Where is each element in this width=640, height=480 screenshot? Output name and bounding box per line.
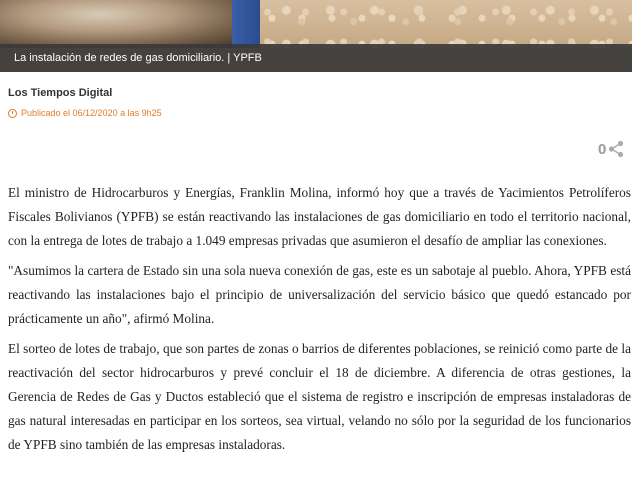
- hero-photo-blue-cloth: [232, 0, 260, 48]
- share-count: 0: [598, 140, 607, 158]
- publish-date: [8, 108, 162, 118]
- share-widget[interactable]: [598, 140, 624, 158]
- hero-image[interactable]: [0, 0, 632, 72]
- hero-photo-rubble: [260, 0, 632, 48]
- publish-date-text: Publicado el 06/12/2020 a las 9h25: [21, 108, 162, 118]
- article-paragraph: El ministro de Hidrocarburos y Energías, Franklin Molina, informó hoy que a través de Yacimientos Petrolíferos Fiscales Bolivianos (YPFB) se están reactivando las instalaciones de gas domiciliario en todo el territorio nacional, con la entrega de lotes de trabajo a 1.049 empresas privadas que asumieron el desafío de ampliar las conexiones.: [8, 185, 631, 248]
- article-paragraph: El sorteo de lotes de trabajo, que son partes de zonas o barrios de diferentes poblaciones, se reinició como parte de la reactivación del sector hidrocarburos y prevé concluir el 18 de diciembre. A diferencia de otras gestiones, la Gerencia de Redes de Gas y Ductos estableció que el sistema de registro e inscripción de empresas instaladoras de gas natural interesadas en participar en los sorteos, sea virtual, velando no sólo por la seguridad de los funcionarios de YPFB sino también de las empresas instaladoras.: [8, 341, 631, 452]
- image-caption: La instalación de redes de gas domiciliario. | YPFB: [14, 52, 262, 64]
- image-caption-bar: [0, 44, 632, 72]
- article-paragraph: "Asumimos la cartera de Estado sin una sola nueva conexión de gas, este es un sabotaje al pueblo. Ahora, YPFB está reactivando las instalaciones bajo el principio de universalización del servicio básico que quedó estancado por prácticamente un año", afirmó Molina.: [8, 263, 631, 326]
- hero-photo-worker: [0, 0, 250, 48]
- article-body: [8, 181, 631, 463]
- clock-icon: [8, 109, 17, 118]
- article-source[interactable]: Los Tiempos Digital: [8, 87, 113, 99]
- share-icon[interactable]: [608, 140, 624, 158]
